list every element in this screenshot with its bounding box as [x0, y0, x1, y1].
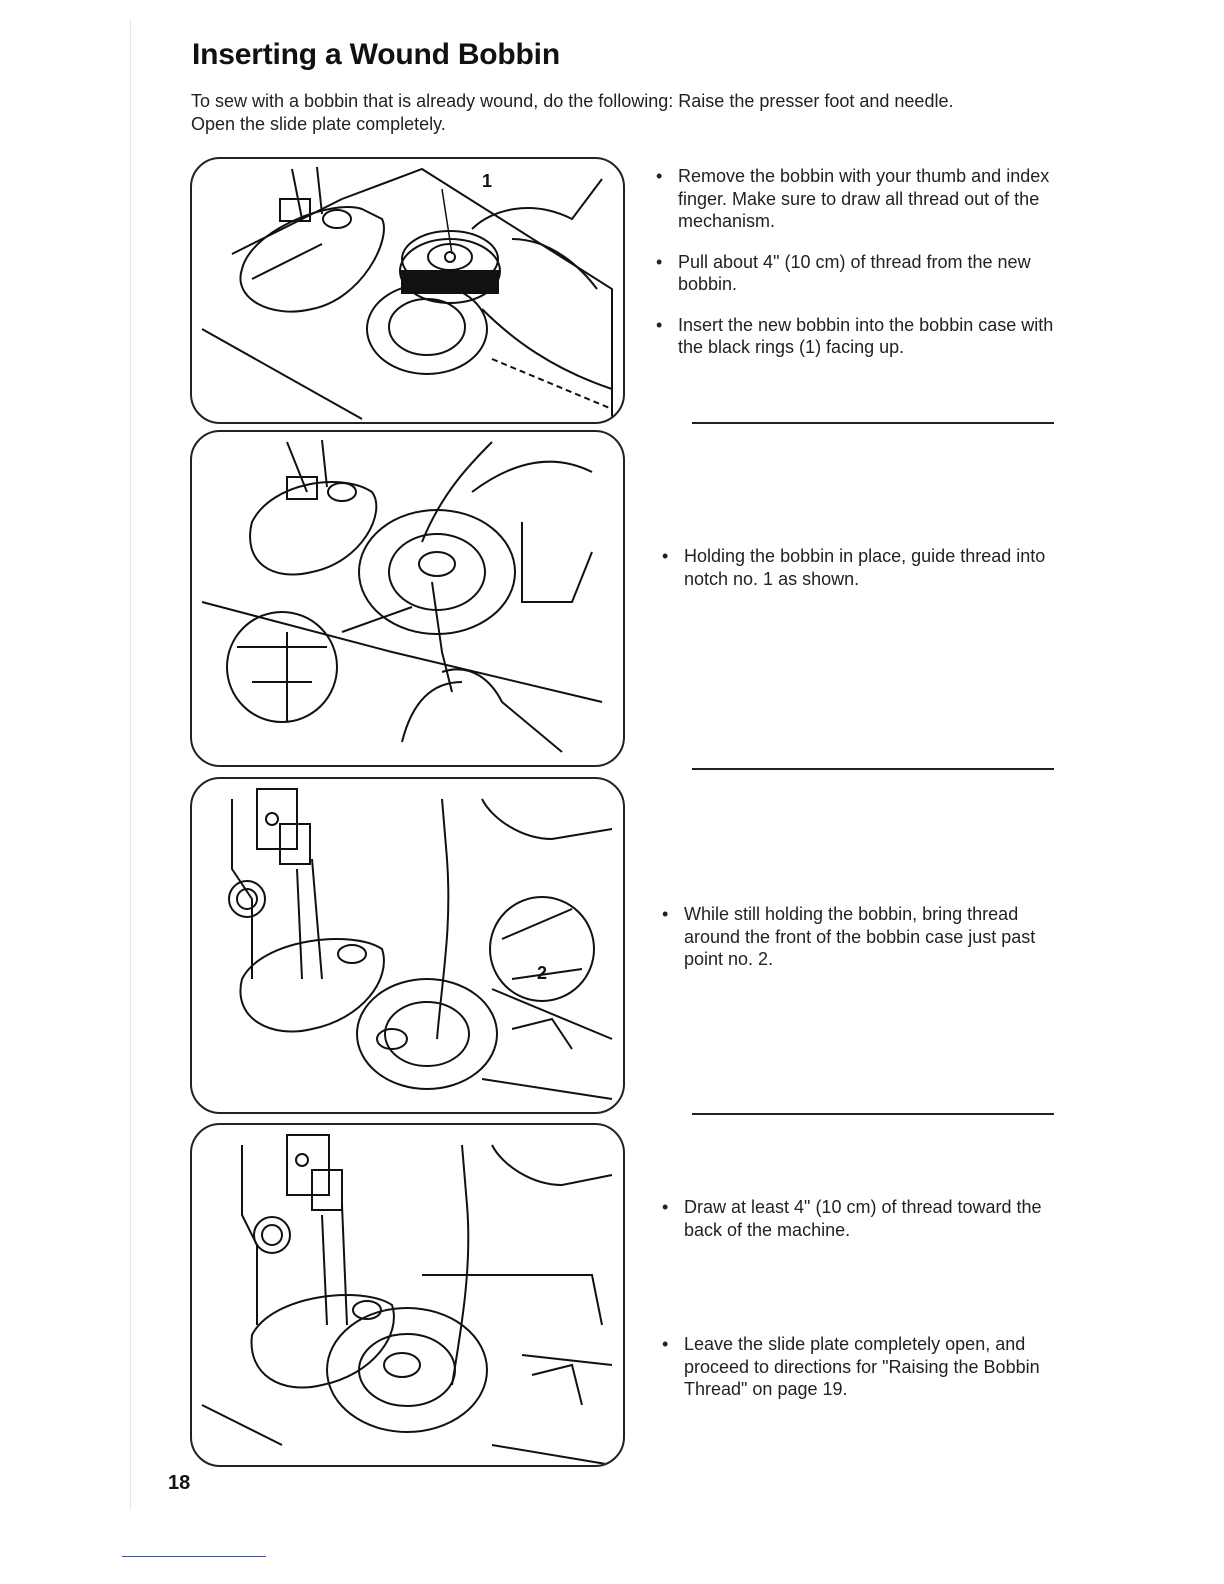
illustration-draw-thread-back — [190, 1123, 625, 1467]
step-3-instructions — [662, 903, 1062, 971]
callout-2: 2 — [537, 963, 548, 983]
page-title: Inserting a Wound Bobbin — [192, 38, 560, 71]
remove-bobbin-drawing — [192, 159, 623, 422]
step-1-instructions — [656, 165, 1056, 359]
intro-paragraph: To sew with a bobbin that is already wound, do the following: Raise the presser foot and needle. Open the slide plate completely. — [191, 91, 954, 134]
list-item: • While still holding the bobbin, bring thread around the front of the bobbin case just past point no. 2. — [662, 903, 1062, 971]
list-item: • Insert the new bobbin into the bobbin case with the black rings (1) facing up. — [656, 314, 1056, 359]
draw-thread-back-drawing — [192, 1125, 623, 1465]
illustration-guide-thread-notch — [190, 430, 625, 767]
step-2-instructions — [662, 545, 1062, 590]
list-item: • Holding the bobbin in place, guide thread into notch no. 1 as shown. — [662, 545, 1062, 590]
illustration-remove-bobbin — [190, 157, 625, 424]
illustration-thread-around-case — [190, 777, 625, 1114]
step-4-instructions — [662, 1196, 1062, 1401]
list-item: • Remove the bobbin with your thumb and index finger. Make sure to draw all thread out of the mechanism. — [656, 165, 1056, 233]
list-item: • Draw at least 4" (10 cm) of thread toward the back of the machine. — [662, 1196, 1062, 1241]
step-divider — [692, 422, 1054, 424]
page-number: 18 — [168, 1472, 191, 1494]
callout-1: 1 — [482, 171, 493, 191]
bottom-rule — [122, 1556, 266, 1557]
thread-around-case-drawing — [192, 779, 623, 1112]
margin-line — [130, 20, 131, 1510]
guide-thread-drawing — [192, 432, 623, 765]
step-divider — [692, 768, 1054, 770]
list-item: • Leave the slide plate completely open, and proceed to directions for "Raising the Bobbin Thread" on page 19. — [662, 1333, 1062, 1401]
step-divider — [692, 1113, 1054, 1115]
list-item: • Pull about 4" (10 cm) of thread from the new bobbin. — [656, 251, 1056, 296]
